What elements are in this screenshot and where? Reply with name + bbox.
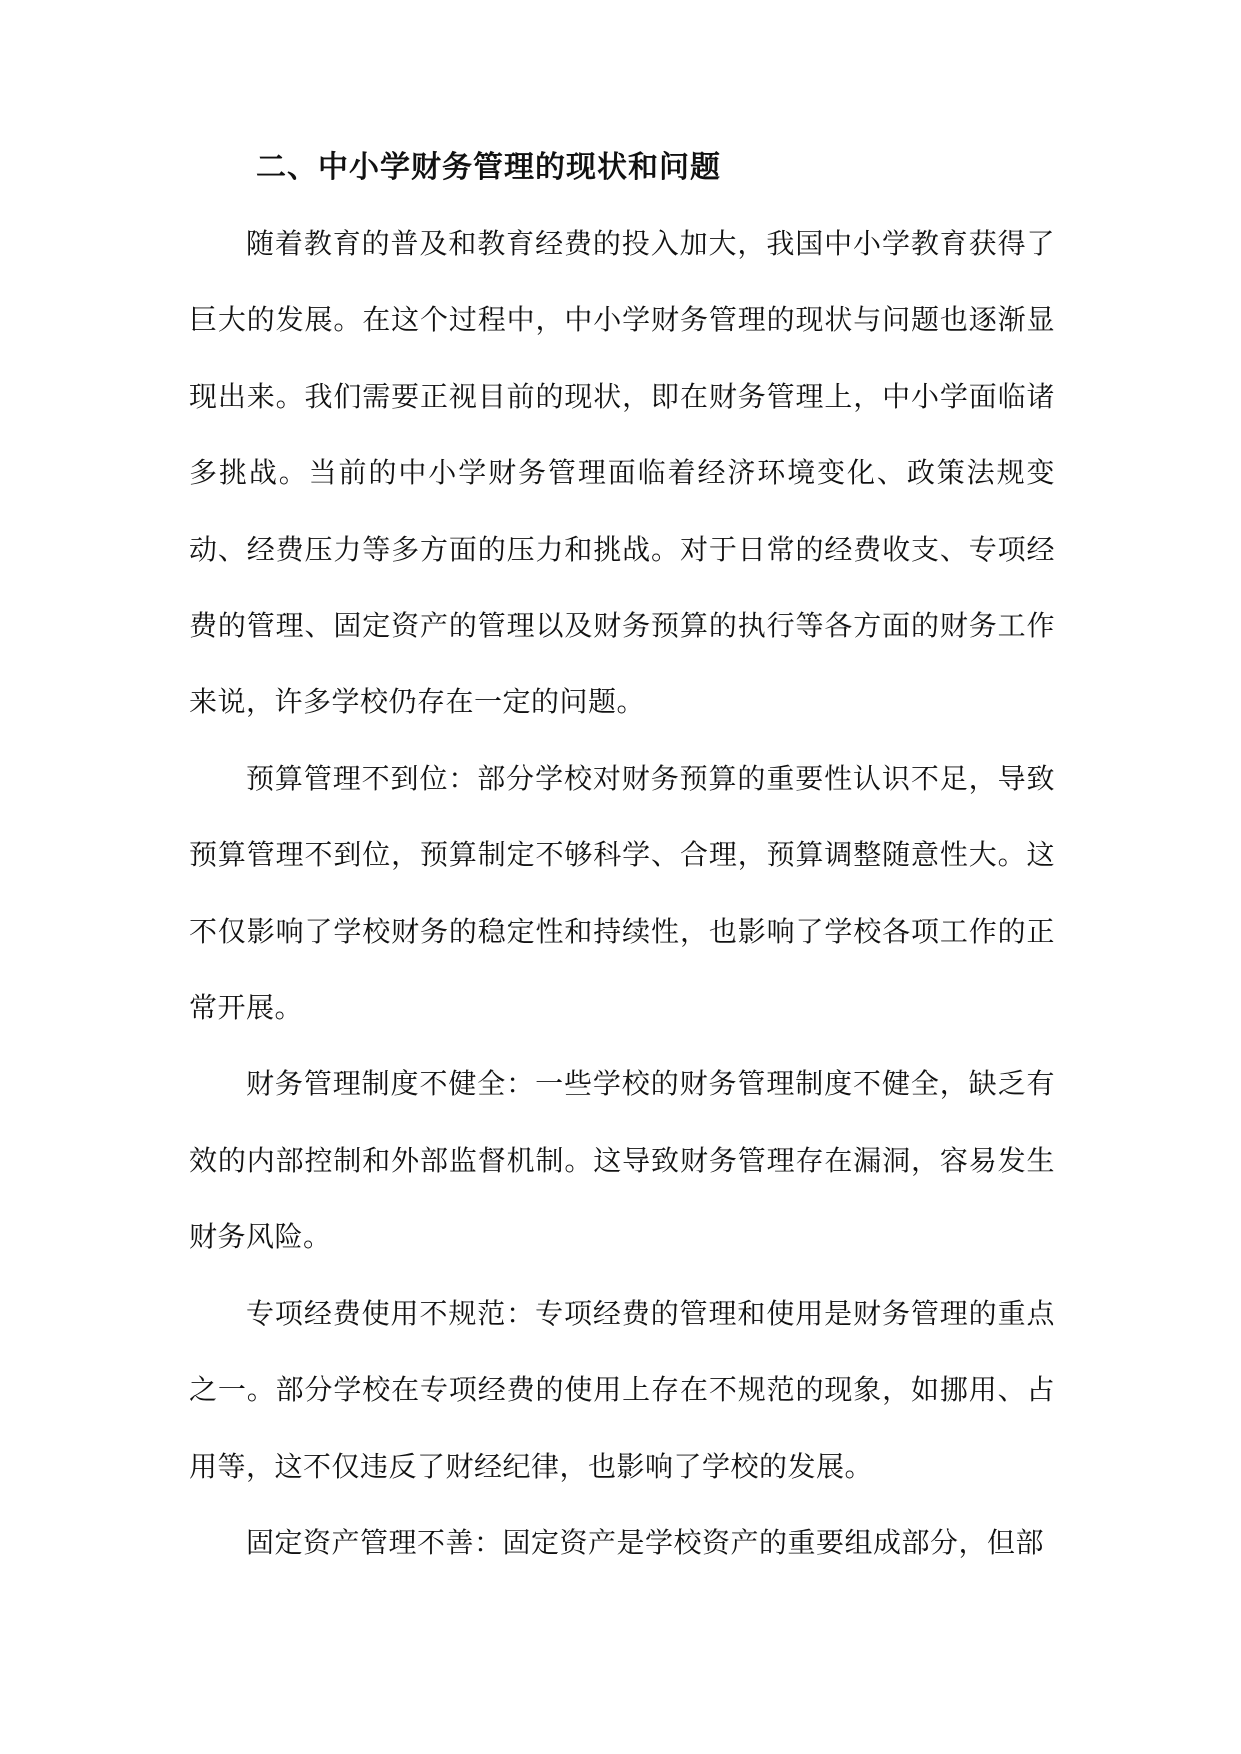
document-body	[189, 148, 1055, 1581]
paragraph-fixed-assets: 固定资产管理不善：固定资产是学校资产的重要组成部分，但部	[246, 1525, 1045, 1559]
section-heading: 二、中小学财务管理的现状和问题	[256, 150, 721, 185]
paragraph-budget-management: 预算管理不到位：部分学校对财务预算的重要性认识不足，导致预算管理不到位，预算制定不够科学、合理，预算调整随意性大。这不仅影响了学校财务的稳定性和持续性，也影响了学校各项工作的正常开展。	[189, 761, 1055, 1025]
paragraph-financial-system: 财务管理制度不健全：一些学校的财务管理制度不健全，缺乏有效的内部控制和外部监督机制。这导致财务管理存在漏洞，容易发生财务风险。	[189, 1067, 1055, 1254]
paragraph-special-funds: 专项经费使用不规范：专项经费的管理和使用是财务管理的重点之一。部分学校在专项经费的使用上存在不规范的现象，如挪用、占用等，这不仅违反了财经纪律，也影响了学校的发展。	[189, 1296, 1055, 1483]
paragraph-status-overview: 随着教育的普及和教育经费的投入加大，我国中小学教育获得了巨大的发展。在这个过程中，中小学财务管理的现状与问题也逐渐显现出来。我们需要正视目前的现状，即在财务管理上，中小学面临诸多挑战。当前的中小学财务管理面临着经济环境变化、政策法规变动、经费压力等多方面的压力和挑战。对于日常的经费收支、专项经费的管理、固定资产的管理以及财务预算的执行等各方面的财务工作来说，许多学校仍存在一定的问题。	[189, 227, 1055, 719]
